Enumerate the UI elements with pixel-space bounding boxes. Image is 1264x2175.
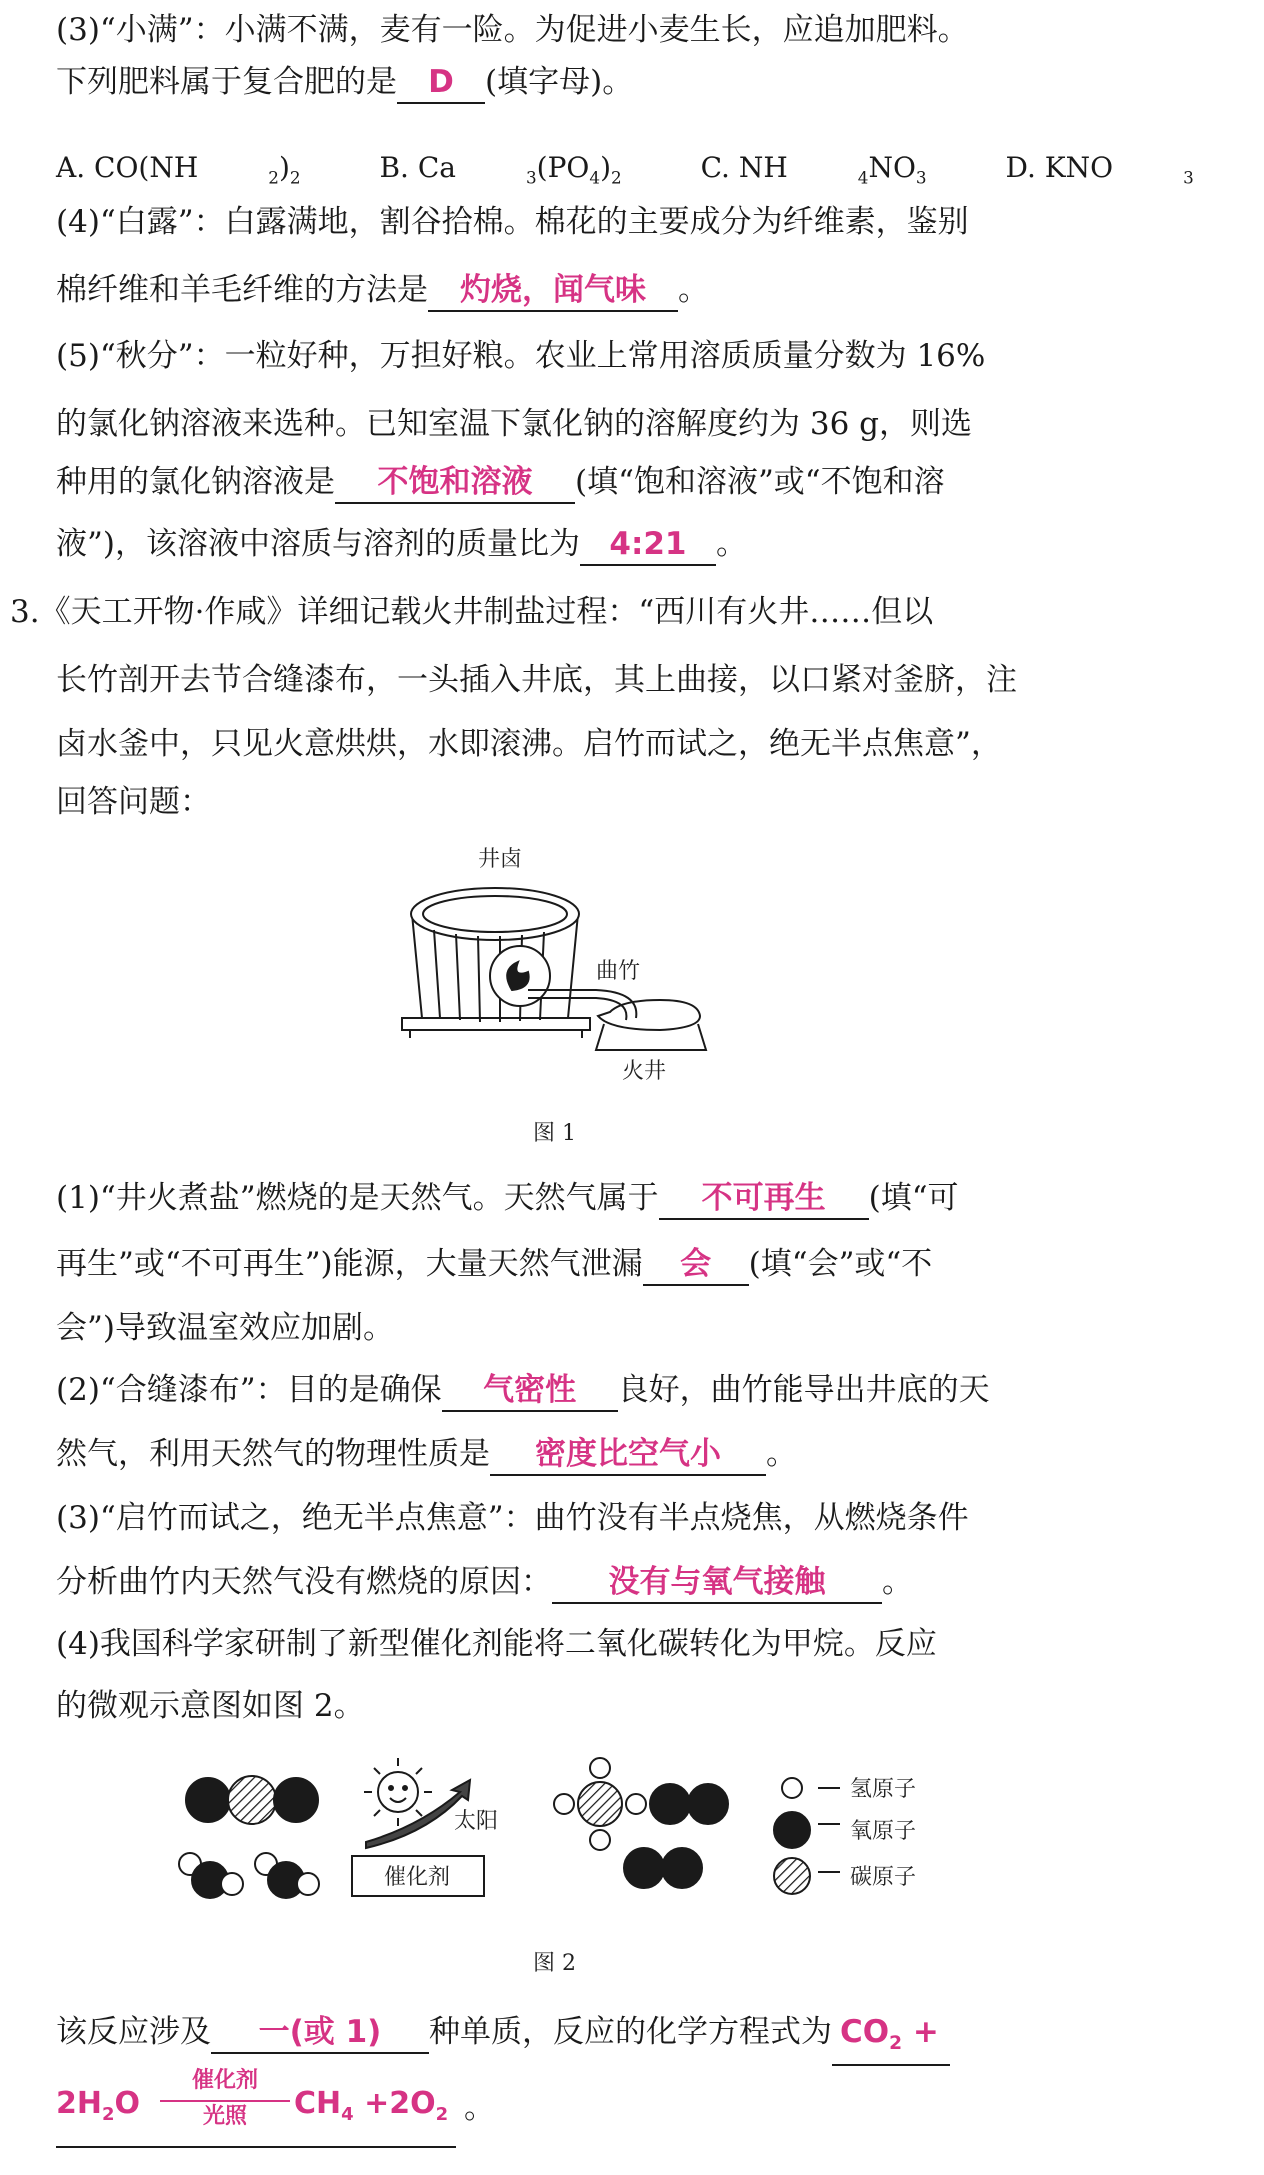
q3-1-line3: 会”)导致温室效应加剧。	[56, 1310, 394, 1346]
answer-blank: 灼烧，闻气味	[428, 270, 678, 312]
q3-3-prompt: 分析曲竹内天然气没有燃烧的原因：	[56, 1564, 552, 1600]
q2-4-prompt: 棉纤维和羊毛纤维的方法是	[56, 272, 428, 308]
q3-1-line1	[56, 1176, 1056, 1220]
q3-2-suffix: 。	[766, 1436, 797, 1472]
final-mid: 种单质，反应的化学方程式为	[429, 2014, 832, 2050]
q2-3-line1: (3)“小满”：小满不满，麦有一险。为促进小麦生长，应追加肥料。	[56, 12, 969, 48]
final-line1	[56, 2010, 1056, 2066]
q3-3-suffix: 。	[882, 1564, 913, 1600]
q3-1-hint: (填“可	[868, 1180, 959, 1216]
q2-5-hint: (填“饱和溶液”或“不饱和溶	[575, 464, 945, 500]
q3-line4: 回答问题：	[56, 784, 211, 820]
q2-5-line4	[56, 522, 1056, 566]
answer-blank: 不饱和溶液	[335, 462, 575, 504]
q2-3-options	[56, 146, 1194, 200]
chemical-equation	[56, 2066, 456, 2148]
q3-line2: 长竹剖开去节合缝漆布，一头插入井底，其上曲接，以口紧对釜脐，注	[56, 662, 1017, 698]
legend-carbon: 碳原子	[850, 1865, 917, 1890]
condition-catalyst: 催化剂	[191, 2068, 258, 2093]
label-brine: 井卤	[478, 847, 523, 872]
equation-start: $CO_2$ +	[832, 2012, 950, 2066]
label-bamboo: 曲竹	[596, 959, 641, 984]
q2-5-ratio-prompt: 液”)，该溶液中溶质与溶剂的质量比为	[56, 526, 580, 562]
q2-4-suffix: 。	[678, 272, 709, 308]
q3-2-cont: 良好，曲竹能导出井底的天	[617, 1372, 990, 1408]
legend-oxygen: 氧原子	[850, 1819, 917, 1844]
answer-blank: 没有与氧气接触	[552, 1562, 882, 1604]
reaction-diagram	[180, 1752, 970, 1922]
figure2-caption: 图 2	[533, 1951, 576, 1976]
q3-1-leak-hint: (填“会”或“不	[748, 1246, 933, 1282]
fire-well-figure	[400, 840, 730, 1100]
sun-label: 太阳	[454, 1809, 499, 1834]
legend-hydrogen: 氢原子	[850, 1777, 917, 1802]
q2-5-line1: (5)“秋分”：一粒好种，万担好粮。农业上常用溶质质量分数为 16%	[56, 338, 986, 374]
figure1-caption: 图 1	[533, 1121, 576, 1146]
q2-5-prompt: 种用的氯化钠溶液是	[56, 464, 335, 500]
option-b: B. Ca $_3(PO_4)_2$	[379, 151, 622, 188]
equation-reactant-h2o: $2H_2O$	[56, 2086, 141, 2125]
q3-4-line2: 的微观示意图如图 2。	[56, 1688, 365, 1724]
answer-blank: D	[397, 62, 485, 104]
final-suffix: 。	[464, 2090, 495, 2126]
label-fire-well: 火井	[622, 1059, 667, 1084]
answer-blank: 4:21	[580, 524, 716, 566]
answer-blank: 密度比空气小	[490, 1434, 766, 1476]
q3-4-line1: (4)我国科学家研制了新型催化剂能将二氧化碳转化为甲烷。反应	[56, 1626, 937, 1662]
q2-5-ratio-suffix: 。	[715, 526, 747, 562]
q3-2-property-prompt: 然气，利用天然气的物理性质是	[56, 1436, 490, 1472]
q3-3-line1: (3)“启竹而试之，绝无半点焦意”：曲竹没有半点烧焦，从燃烧条件	[56, 1500, 969, 1536]
q2-3-prompt: 下列肥料属于复合肥的是	[56, 64, 397, 100]
q2-5-line2: 的氯化钠溶液来选种。已知室温下氯化钠的溶解度约为 36 g，则选	[56, 406, 972, 442]
q3-1-prompt: (1)“井火煮盐”燃烧的是天然气。天然气属于	[56, 1180, 659, 1216]
q3-2-prompt: (2)“合缝漆布”：目的是确保	[56, 1372, 442, 1408]
q2-3-suffix: (填字母)。	[485, 64, 634, 100]
final-prompt: 该反应涉及	[56, 2014, 211, 2050]
option-d: D. KNO $_3$	[1005, 151, 1194, 188]
answer-blank: 气密性	[442, 1370, 618, 1412]
q3-line1: 3.《天工开物·作咸》详细记载火井制盐过程：“西川有火井……但以	[10, 594, 934, 630]
q3-2-line2	[56, 1432, 1056, 1476]
reaction-conditions	[160, 2066, 290, 2132]
catalyst-label: 催化剂	[384, 1865, 451, 1890]
answer-blank: 一(或 1)	[211, 2012, 429, 2054]
q3-3-line2	[56, 1560, 1056, 1604]
q2-5-line3	[56, 460, 1056, 504]
equation-products: $CH_4 +2O_2$	[294, 2086, 449, 2125]
q2-4-line1: (4)“白露”：白露满地，割谷拾棉。棉花的主要成分为纤维素，鉴别	[56, 204, 969, 240]
q3-line3: 卤水釜中，只见火意烘烘，水即滚沸。启竹而试之，绝无半点焦意”，	[56, 726, 1002, 762]
answer-blank: 会	[643, 1244, 749, 1286]
option-c: C. NH $_4NO_3$	[700, 151, 927, 188]
answer-blank: 不可再生	[659, 1178, 869, 1220]
condition-light: 光照	[202, 2104, 247, 2129]
q2-4-line2	[56, 268, 1056, 312]
q3-1-line2	[56, 1242, 1056, 1286]
q3-2-line1	[56, 1368, 1056, 1412]
q2-3-line2	[56, 60, 1056, 104]
option-a: A. CO(NH $_2)_2$	[56, 151, 301, 188]
q3-1-leak-prompt: 再生”或“不可再生”)能源，大量天然气泄漏	[56, 1246, 643, 1282]
